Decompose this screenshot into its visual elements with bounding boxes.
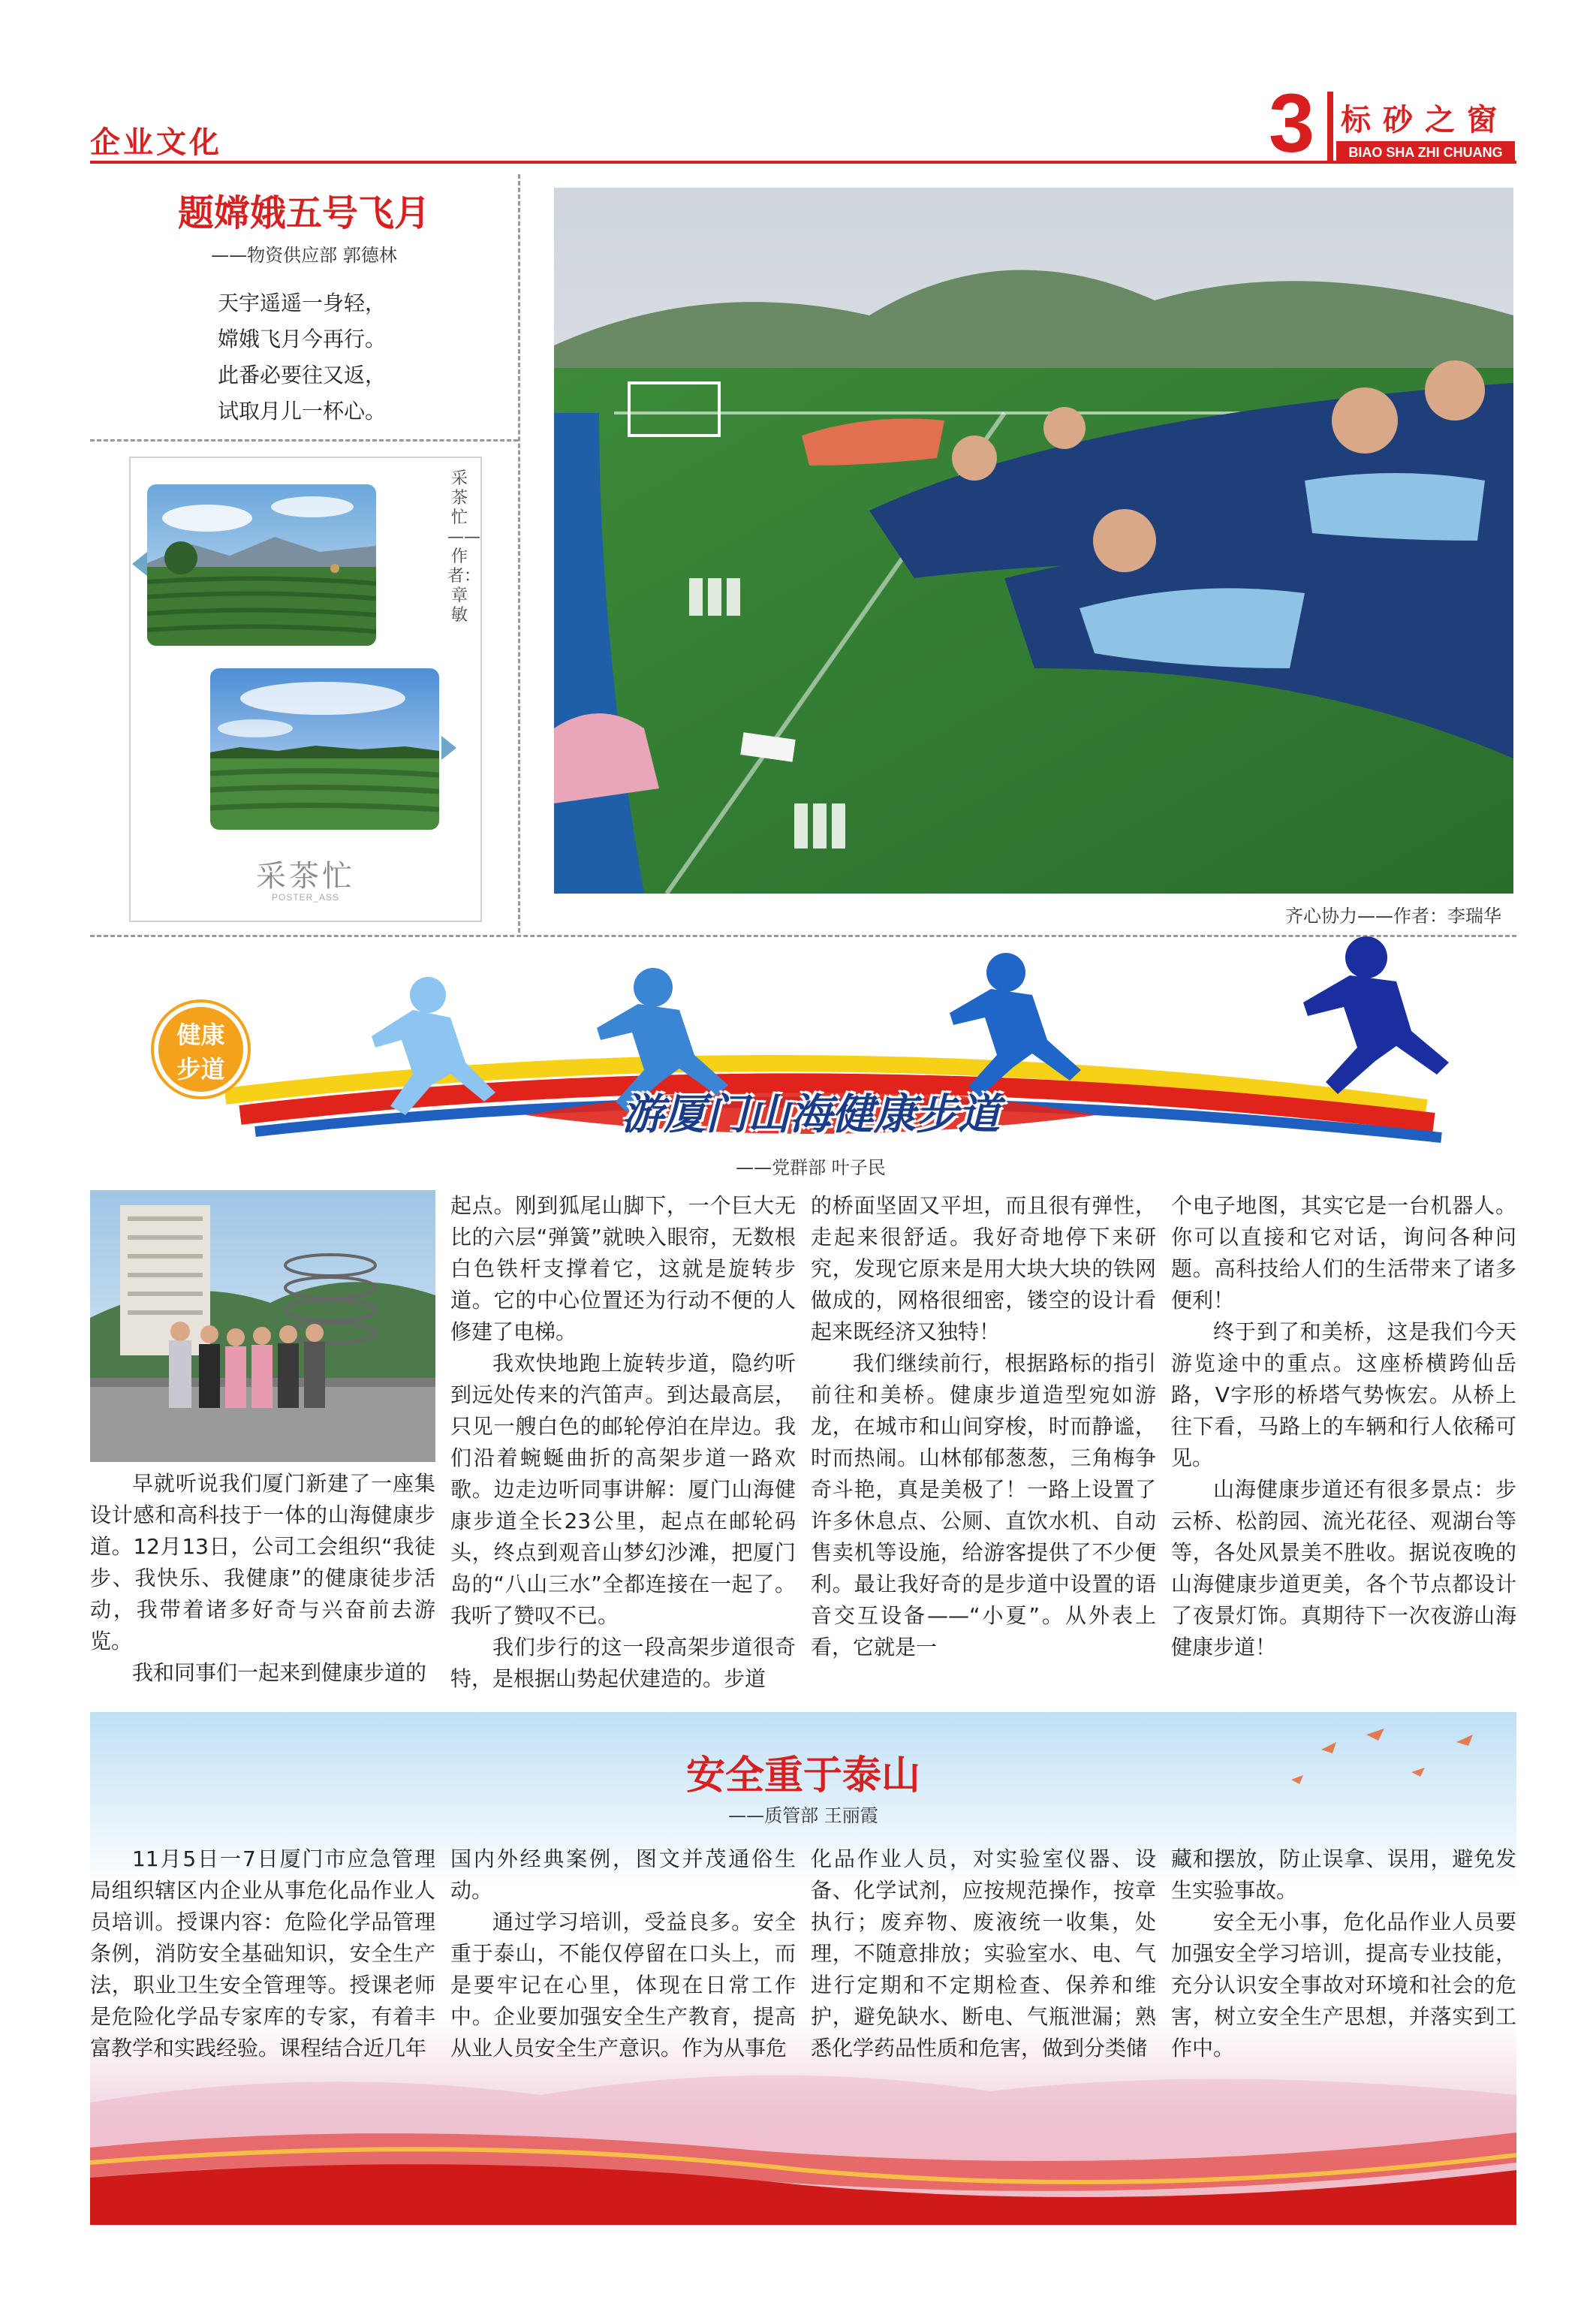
tea-photo-1: [147, 484, 376, 646]
section-label: 企业文化: [90, 125, 222, 160]
paragraph: 藏和摆放，防止误拿、误用，避免发生实验事故。: [1171, 1846, 1516, 1903]
safety-article-column-3: [811, 1843, 1156, 2064]
poster-arrow-left-icon: [132, 552, 147, 576]
main-photo-caption: 齐心协力——作者：李瑞华: [1285, 906, 1501, 927]
publication-pinyin: BIAO SHA ZHI CHUANG: [1336, 141, 1515, 164]
paragraph: 安全无小事，危化品作业人员要加强安全学习培训，提高专业技能，充分认识安全事故对环境和社会的危害，树立安全生产思想，并落实到工作中。: [1171, 1910, 1516, 2060]
paragraph: 我欢快地跑上旋转步道，隐约听到远处传来的汽笛声。到达最高层，只见一艘白色的邮轮停泊在岸边。我们沿着蜿蜒曲折的高架步道一路欢歌。边走边听同事讲解：厦门山海健康步道全长23公里，起点在邮轮码头，终点到观音山梦幻沙滩，把厦门岛的“八山三水”全都连接在一起了。我听了赞叹不已。: [450, 1351, 796, 1628]
badge-line: 步道: [176, 1055, 225, 1084]
poster-credit: 采茶忙——作者：章敏: [447, 469, 481, 625]
tug-of-war-image: [554, 188, 1513, 894]
publication-divider: [1327, 92, 1333, 161]
hiking-article-column-1: [90, 1468, 435, 1689]
badge-line: 健康: [176, 1020, 225, 1049]
tea-photo-1-image: [147, 484, 376, 646]
paragraph: 个电子地图，其实它是一台机器人。你可以直接和它对话，询问各种问题。高科技给人们的生活带来了诸多便利！: [1171, 1193, 1516, 1313]
hiking-article-column-4: [1171, 1190, 1516, 1663]
divider-vertical: [518, 174, 520, 933]
poem-line: 试取月儿一杯心。: [218, 399, 387, 424]
tea-photo-2-image: [210, 668, 439, 830]
poem-title: 题嫦娥五号飞月: [177, 192, 430, 234]
poem-line: 嫦娥飞月今再行。: [218, 327, 387, 351]
poem-line: 天宇遥遥一身轻，: [218, 291, 387, 315]
page-number: 3: [1269, 77, 1315, 170]
poem-body: [218, 285, 386, 430]
poster-title: 采茶忙: [256, 859, 355, 894]
paragraph: 的桥面坚固又平坦，而且很有弹性，走起来很舒适。我好奇地停下来研究，发现它原来是用大块大块的铁网做成的，网格很细密，镂空的设计看起来既经济又独特！: [811, 1193, 1156, 1344]
paragraph: 早就听说我们厦门新建了一座集设计感和高科技于一体的山海健康步道。12月13日，公司工会组织“我徒步、我快乐、我健康”的健康徒步活动，我带着诸多好奇与兴奋前去游览。: [90, 1471, 435, 1653]
poster-subtitle: POSTER_ASS: [271, 892, 340, 903]
poster-arrow-right-icon: [441, 736, 456, 760]
safety-article-author: ——质管部 王丽霞: [728, 1805, 878, 1826]
paragraph: 山海健康步道还有很多景点：步云桥、松韵园、流光花径、观湖台等等，各处风景美不胜收。据说夜晚的山海健康步道更美，各个节点都设计了夜景灯饰。真期待下一次夜游山海健康步道！: [1171, 1477, 1516, 1659]
paragraph: 11月5日一7日厦门市应急管理局组织辖区内企业从事危化品作业人员培训。授课内容：危险化学品管理条例，消防安全基础知识，安全生产法，职业卫生安全管理等。授课老师是危险化学品专家库的专家，有着丰富教学和实践经验。课程结合近几年: [90, 1846, 435, 2060]
paragraph: 我们继续前行，根据路标的指引前往和美桥。健康步道造型宛如游龙，在城市和山间穿梭，时而静谧，时而热闹。山林郁郁葱葱，三角梅争奇斗艳，真是美极了！一路上设置了许多休息点、公厕、直饮水机、自动售卖机等设施，给游客提供了不少便利。最让我好奇的是步道中设置的语音交互设备——“小夏”。从外表上看，它就是一: [811, 1351, 1156, 1659]
divider-poem: [90, 439, 518, 442]
paragraph: 我们步行的这一段高架步道很奇特，是根据山势起伏建造的。步道: [450, 1635, 796, 1691]
paragraph: 通过学习培训，受益良多。安全重于泰山，不能仅停留在口头上，而是要牢记在心里，体现在日常工作中。企业要加强安全生产教育，提高从业人员安全生产意识。作为从事危: [450, 1910, 796, 2060]
hiking-article-title: 游厦门山海健康步道: [622, 1090, 1000, 1139]
hiking-article-column-2: [450, 1190, 796, 1695]
hiking-article-column-3: [811, 1190, 1156, 1663]
health-trail-badge: [154, 1002, 248, 1096]
group-photo-image: [90, 1190, 435, 1462]
safety-article-title: 安全重于泰山: [685, 1753, 920, 1798]
tea-photo-2: [210, 668, 439, 830]
paragraph: 终于到了和美桥，这是我们今天游览途中的重点。这座桥横跨仙岳路，V字形的桥塔气势恢宏。从桥上往下看，马路上的车辆和行人依稀可见。: [1171, 1319, 1516, 1470]
publication-name: 标砂之窗: [1341, 103, 1509, 137]
safety-article-column-1: [90, 1843, 435, 2064]
safety-article-column-2: [450, 1843, 796, 2064]
group-photo: [90, 1190, 435, 1462]
paragraph: 国内外经典案例，图文并茂通俗生动。: [450, 1846, 796, 1903]
hiking-article-author: ——党群部 叶子民: [736, 1157, 886, 1178]
paragraph: 我和同事们一起来到健康步道的: [132, 1660, 427, 1685]
poem-author: ——物资供应部 郭德林: [211, 245, 397, 266]
safety-article-column-4: [1171, 1843, 1516, 2064]
paragraph: 化品作业人员，对实验室仪器、设备、化学试剂，应按规范操作，按章执行；废弃物、废液统一收集，处理，不随意排放；实验室水、电、气进行定期和不定期检查、保养和维护，避免缺水、断电、气瓶泄漏；熟悉化学药品性质和危害，做到分类储: [811, 1846, 1156, 2060]
tug-of-war-photo: [554, 188, 1513, 894]
paragraph: 起点。刚到狐尾山脚下，一个巨大无比的六层“弹簧”就映入眼帘，无数根白色铁杆支撑着它，这就是旋转步道。它的中心位置还为行动不便的人修建了电梯。: [450, 1193, 796, 1344]
poem-line: 此番必要往又返，: [218, 363, 387, 387]
